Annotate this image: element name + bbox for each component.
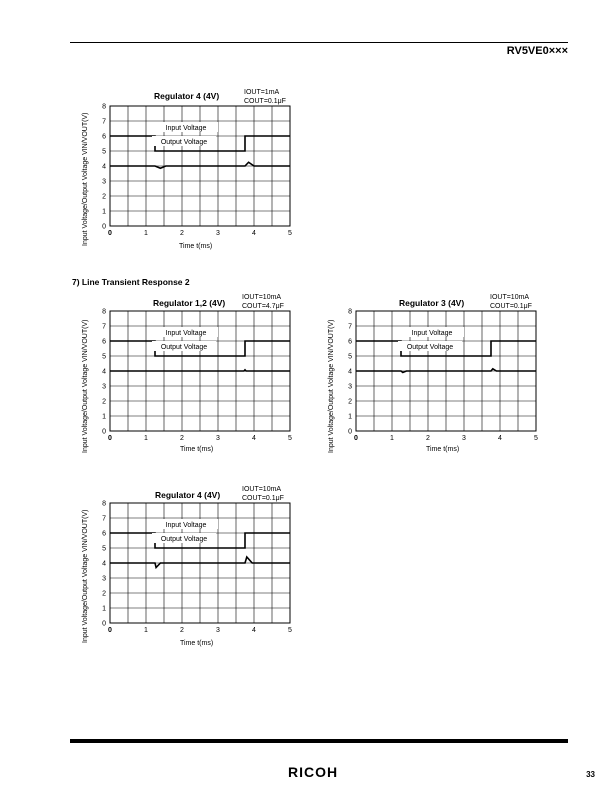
y-tick-label: 2 — [102, 590, 106, 598]
y-tick-label: 8 — [102, 103, 106, 111]
chart-condition-cout: COUT=0.1μF — [490, 303, 532, 310]
y-tick-label: 0 — [102, 428, 106, 436]
y-tick-label: 8 — [348, 308, 352, 316]
series-label: Input Voltage — [165, 330, 207, 337]
x-tick-label: 2 — [180, 230, 184, 237]
x-tick-label: 2 — [180, 627, 184, 634]
y-tick-label: 0 — [102, 223, 106, 231]
y-tick-label: 1 — [102, 208, 106, 216]
chart-title: Regulator 3 (4V) — [399, 298, 465, 308]
chart-plot — [74, 86, 304, 256]
y-tick-label: 5 — [102, 148, 106, 156]
x-tick-label: 4 — [252, 230, 256, 237]
y-tick-label: 4 — [102, 368, 106, 376]
x-tick-label: 1 — [144, 627, 148, 634]
y-tick-label: 2 — [102, 193, 106, 201]
x-tick-label: 1 — [144, 230, 148, 237]
x-tick-label: 1 — [144, 435, 148, 442]
x-tick-label: 5 — [288, 230, 292, 237]
chart-title: Regulator 4 (4V) — [155, 490, 221, 500]
x-tick-label: 2 — [180, 435, 184, 442]
x-axis-label: Time t(ms) — [180, 446, 214, 453]
chart-condition-iout: IOUT=10mA — [490, 294, 530, 301]
x-tick-label: 4 — [498, 435, 502, 442]
y-tick-label: 6 — [102, 133, 106, 141]
x-tick-label: 2 — [426, 435, 430, 442]
y-tick-label: 7 — [102, 118, 106, 126]
series-label: Output Voltage — [406, 344, 454, 351]
y-tick-label: 5 — [102, 353, 106, 361]
y-tick-label: 3 — [102, 575, 106, 583]
chart-plot — [320, 291, 550, 461]
y-tick-label: 3 — [102, 178, 106, 186]
series-label: Input Voltage — [165, 522, 207, 529]
y-tick-label: 5 — [348, 353, 352, 361]
y-tick-label: 7 — [348, 323, 352, 331]
header-title: RV5VE0××× — [506, 45, 568, 57]
page-number: 33 — [586, 770, 595, 779]
x-tick-label: 3 — [216, 435, 220, 442]
chart-plot — [74, 483, 304, 653]
x-tick-label: 0 — [108, 230, 112, 237]
section-title: 7) Line Transient Response 2 — [72, 277, 190, 287]
chart-regulator-4-1ma — [74, 86, 304, 256]
y-tick-label: 4 — [102, 163, 106, 171]
y-tick-label: 1 — [102, 605, 106, 613]
series-label: Output Voltage — [160, 536, 208, 543]
series-label: Output Voltage — [160, 139, 208, 146]
y-tick-label: 7 — [102, 515, 106, 523]
y-tick-label: 8 — [102, 500, 106, 508]
x-tick-label: 3 — [462, 435, 466, 442]
y-axis-label: Input Voltage/Output Voltage VIN/VOUT(V) — [82, 112, 89, 246]
x-tick-label: 5 — [288, 435, 292, 442]
chart-title: Regulator 4 (4V) — [154, 91, 220, 101]
y-tick-label: 4 — [348, 368, 352, 376]
series-label: Input Voltage — [411, 330, 453, 337]
chart-condition-cout: COUT=0.1μF — [242, 495, 284, 502]
y-tick-label: 2 — [348, 398, 352, 406]
chart-regulator-4-10ma — [74, 483, 304, 653]
chart-condition-iout: IOUT=10mA — [242, 294, 282, 301]
y-tick-label: 4 — [102, 560, 106, 568]
x-tick-label: 1 — [390, 435, 394, 442]
chart-title: Regulator 1,2 (4V) — [153, 298, 226, 308]
chart-regulator-1-2 — [74, 291, 304, 461]
y-tick-label: 0 — [102, 620, 106, 628]
x-tick-label: 4 — [252, 435, 256, 442]
y-tick-label: 3 — [102, 383, 106, 391]
footer-logo: RICOH — [288, 764, 339, 780]
x-tick-label: 3 — [216, 230, 220, 237]
x-tick-label: 0 — [108, 435, 112, 442]
y-tick-label: 6 — [102, 338, 106, 346]
y-tick-label: 1 — [102, 413, 106, 421]
chart-plot — [74, 291, 304, 461]
y-tick-label: 8 — [102, 308, 106, 316]
y-tick-label: 6 — [348, 338, 352, 346]
y-tick-label: 2 — [102, 398, 106, 406]
y-tick-label: 7 — [102, 323, 106, 331]
chart-condition-iout: IOUT=10mA — [242, 486, 282, 493]
x-tick-label: 0 — [108, 627, 112, 634]
y-axis-label: Input Voltage/Output Voltage VIN/VOUT(V) — [82, 509, 89, 643]
chart-condition-cout: COUT=0.1μF — [244, 98, 286, 105]
chart-condition-iout: IOUT=1mA — [244, 89, 280, 96]
header-rule — [70, 42, 568, 43]
y-tick-label: 5 — [102, 545, 106, 553]
x-tick-label: 3 — [216, 627, 220, 634]
y-tick-label: 0 — [348, 428, 352, 436]
y-tick-label: 1 — [348, 413, 352, 421]
y-tick-label: 3 — [348, 383, 352, 391]
footer-rule — [70, 739, 568, 743]
x-axis-label: Time t(ms) — [180, 640, 214, 647]
x-tick-label: 5 — [534, 435, 538, 442]
x-axis-label: Time t(ms) — [179, 243, 213, 250]
x-tick-label: 4 — [252, 627, 256, 634]
chart-condition-cout: COUT=4.7μF — [242, 303, 284, 310]
y-axis-label: Input Voltage/Output Voltage VIN/VOUT(V) — [82, 319, 89, 453]
x-tick-label: 0 — [354, 435, 358, 442]
chart-regulator-3 — [320, 291, 550, 461]
x-tick-label: 5 — [288, 627, 292, 634]
series-label: Output Voltage — [160, 344, 208, 351]
y-tick-label: 6 — [102, 530, 106, 538]
y-axis-label: Input Voltage/Output Voltage VIN/VOUT(V) — [328, 319, 335, 453]
series-label: Input Voltage — [165, 125, 207, 132]
x-axis-label: Time t(ms) — [426, 446, 460, 453]
